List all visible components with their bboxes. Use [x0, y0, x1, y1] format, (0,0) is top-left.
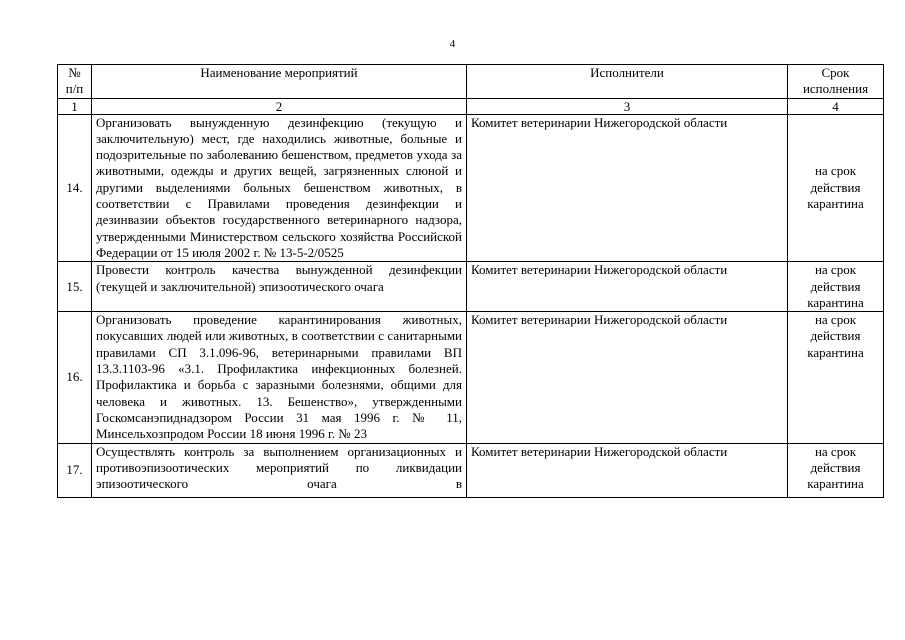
row-number [58, 443, 92, 497]
row-number-text: 17. [66, 461, 83, 477]
executors-cell: Комитет ветеринарии Нижегородской области [467, 114, 788, 262]
header-name: Наименование мероприятий [92, 65, 467, 99]
table-row [58, 262, 884, 312]
term-cell: на срок действия карантина [788, 114, 884, 262]
measure-name: Организовать проведение карантинирования животных, покусавших людей или животных, в соответствии с санитарными правилами СП 3.1.096-96, ветеринарными правилами ВП 13.3.1103-96 «3.1. Профилактика инфекционных болезней. Профилактика и борьба с заразными болезнями, общими для человека и животных. 13. Бешенство», утвержденными Госкомсанэпиднадзором России 31 мая 1996 г. № 11, Минсельхозпродом России 18 июня 1996 г. № 23 [92, 312, 467, 443]
table-row [58, 443, 884, 497]
row-number: 15. [58, 262, 92, 312]
executors-cell: Комитет ветеринарии Нижегородской области [467, 312, 788, 443]
table-row [58, 312, 884, 443]
row-number: 14. [58, 114, 92, 262]
table-row [58, 114, 884, 262]
term-cell: на срок действия карантина [788, 262, 884, 312]
column-index-row [58, 98, 884, 114]
column-index: 1 [58, 98, 92, 114]
table-header-row [58, 65, 884, 99]
measure-name [92, 443, 467, 497]
executors-cell [467, 443, 788, 497]
measure-name-text: Осуществлять контроль за выполнением организационных и противоэпизоотических мероприятий по ликвидации эпизоотического очага в [96, 443, 462, 492]
header-executors: Исполнители [467, 65, 788, 99]
header-num: № п/п [58, 65, 92, 99]
row-number: 16. [58, 312, 92, 443]
page-number: 4 [449, 38, 456, 50]
measures-table [57, 64, 884, 498]
column-index: 2 [92, 98, 467, 114]
executors-text: Комитет ветеринарии Нижегородской области [471, 443, 728, 459]
term-cell [788, 443, 884, 497]
term-cell: на срок действия карантина [788, 312, 884, 443]
column-index: 4 [788, 98, 884, 114]
executors-cell: Комитет ветеринарии Нижегородской области [467, 262, 788, 312]
column-index: 3 [467, 98, 788, 114]
measure-name: Провести контроль качества вынужденной дезинфекции (текущей и заключительной) эпизоотического очага [92, 262, 467, 312]
term-text: на срок действия карантина [807, 443, 864, 492]
measure-name: Организовать вынужденную дезинфекцию (текущую и заключительную) мест, где находились животные, больные и подозрительные по заболеванию бешенством, предметов ухода за животными, одежды и других вещей, загрязненных слюной и другими выделениями больных бешенством животных, в соответствии с Правилами проведения дезинфекции и дезинвазии объектов государственного ветеринарного надзора, утвержденными Министерством сельского хозяйства Российской Федерации от 15 июля 2002 г. № 13-5-2/0525 [92, 114, 467, 262]
header-term: Срок исполнения [788, 65, 884, 99]
